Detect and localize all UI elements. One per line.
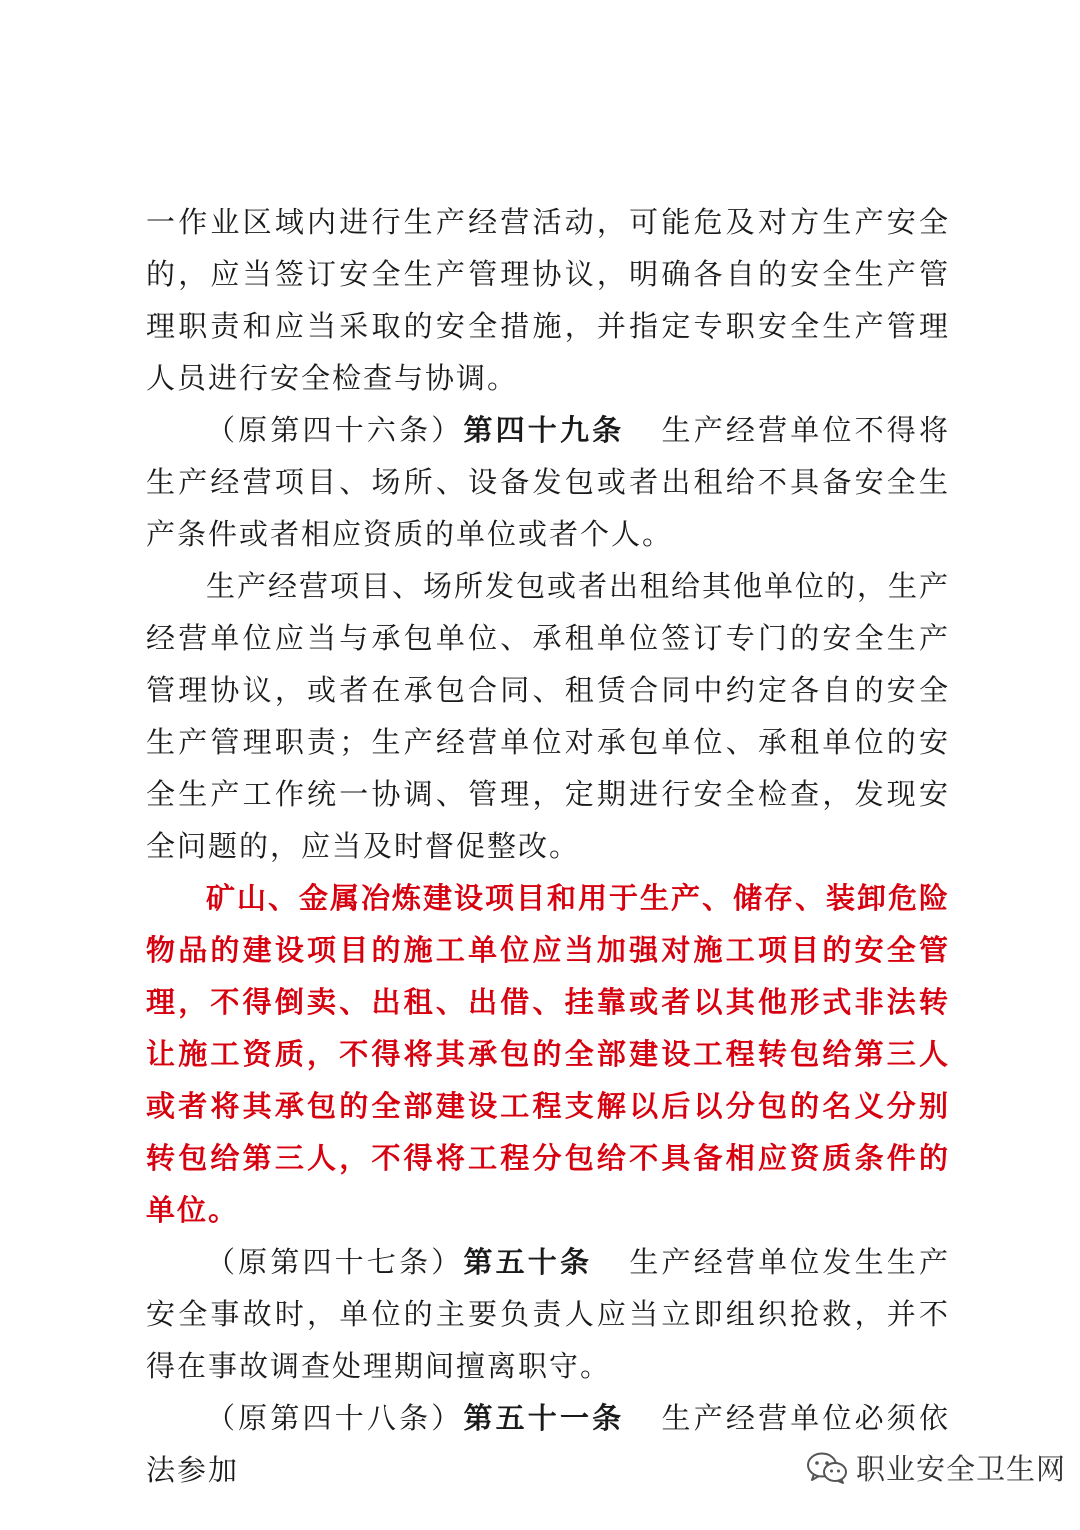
document-body (146, 196, 950, 1496)
article-50-prefix: （原第四十七条） (206, 1245, 464, 1279)
article-50 (146, 1236, 950, 1392)
paragraph-subcontracting: 生产经营项目、场所发包或者出租给其他单位的，生产经营单位应当与承包单位、承租单位签订专门的安全生产管理协议，或者在承包合同、租赁合同中约定各自的安全生产管理职责；生产经营单位对承包单位、承租单位的安全生产工作统一协调、管理，定期进行安全检查，发现安全问题的，应当及时督促整改。 (146, 569, 951, 863)
article-49 (146, 404, 950, 560)
article-49-prefix: （原第四十六条） (206, 413, 464, 447)
article-49-heading: 第四十九条 (463, 413, 625, 447)
wechat-icon (806, 1451, 848, 1485)
article-50-body: 生产经营单位发生生产安全事故时，单位的主要负责人应当立即组织抢救，并不得在事故调查处理期间擅离职守。 (146, 1245, 950, 1383)
article-49-body: 生产经营单位不得将生产经营项目、场所、设备发包或者出租给不具备安全生产条件或者相应资质的单位或者个人。 (146, 413, 950, 551)
paragraph-continuation: 一作业区域内进行生产经营活动，可能危及对方生产安全的，应当签订安全生产管理协议，明确各自的安全生产管理职责和应当采取的安全措施，并指定专职安全生产管理人员进行安全检查与协调。 (146, 205, 950, 395)
watermark-text: 职业安全卫生网 (856, 1452, 1067, 1486)
watermark (806, 1447, 1066, 1488)
article-51-heading: 第五十一条 (463, 1401, 625, 1435)
article-50-heading: 第五十条 (463, 1245, 593, 1279)
paragraph-new-provision: 矿山、金属冶炼建设项目和用于生产、储存、装卸危险物品的建设项目的施工单位应当加强对施工项目的安全管理，不得倒卖、出租、出借、挂靠或者以其他形式非法转让施工资质，不得将其承包的全部建设工程转包给第三人或者将其承包的全部建设工程支解以后以分包的名义分别转包给第三人，不得将工程分包给不具备相应资质条件的单位。 (146, 881, 951, 1227)
article-51-body: 生产经营单位必须依法参加 (146, 1401, 950, 1487)
article-51-prefix: （原第四十八条） (206, 1401, 464, 1435)
